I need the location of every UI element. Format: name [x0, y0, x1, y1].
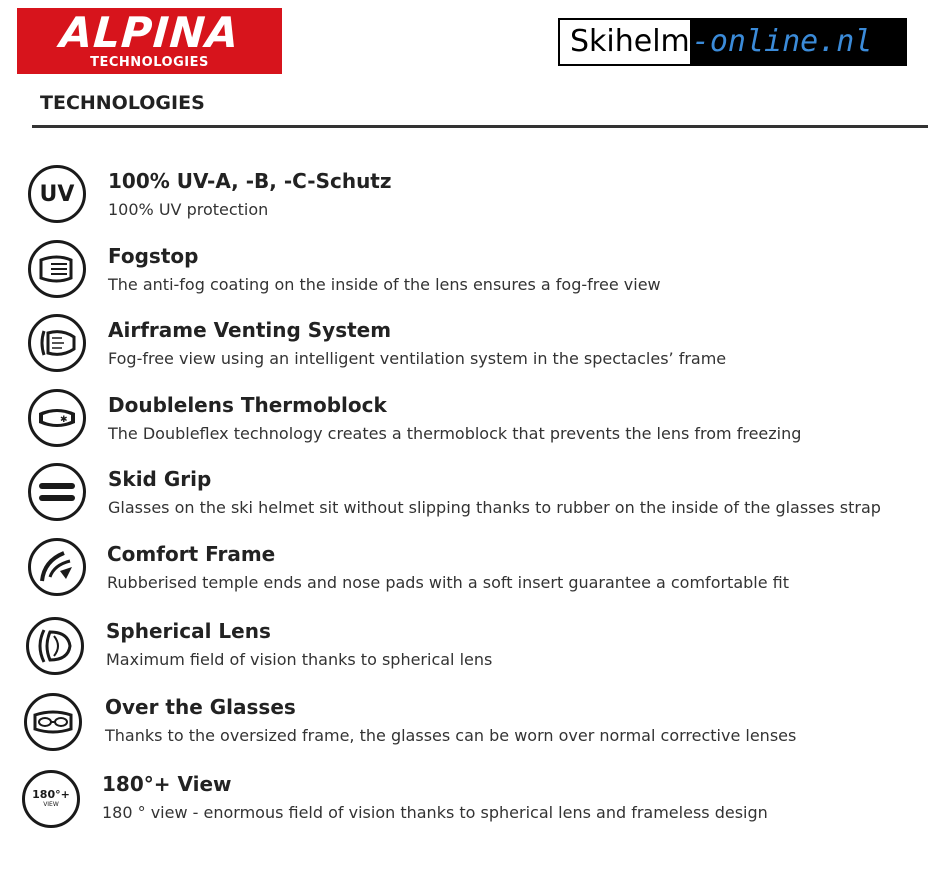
tech-desc: The anti-fog coating on the inside of the lens ensures a fog-free view [108, 275, 661, 294]
view-180-icon-text: 180°+ [32, 788, 70, 801]
tech-title: Comfort Frame [107, 542, 276, 566]
tech-desc: The Doubleflex technology creates a thermoblock that prevents the lens from freezing [108, 424, 802, 443]
tech-item [28, 389, 801, 447]
tech-item [28, 240, 661, 298]
tech-desc: Thanks to the oversized frame, the glasses can be worn over normal corrective lenses [105, 726, 797, 745]
tech-desc: Glasses on the ski helmet sit without slipping thanks to rubber on the inside of the glasses strap [108, 498, 881, 517]
tech-desc: Rubberised temple ends and nose pads with a soft insert guarantee a comfortable fit [107, 573, 790, 592]
divider [32, 125, 928, 128]
over-the-glasses-icon [24, 693, 82, 751]
alpina-brand-text: ALPINA [58, 7, 241, 57]
tech-title: Over the Glasses [105, 695, 296, 719]
view-180-icon-sub: VIEW [43, 801, 59, 808]
tech-item [28, 165, 392, 223]
fogstop-icon [28, 240, 86, 298]
tech-item [28, 314, 726, 372]
uv-icon-text: UV [39, 181, 75, 207]
tech-title: 100% UV-A, -B, -C-Schutz [108, 169, 392, 193]
alpina-logo [17, 8, 282, 74]
tech-title: Fogstop [108, 244, 199, 268]
tech-desc: 100% UV protection [108, 200, 269, 219]
airframe-venting-icon [28, 314, 86, 372]
doublelens-thermoblock-icon [28, 389, 86, 447]
svg-text:✱: ✱ [60, 415, 68, 425]
tech-desc: 180 ° view - enormous field of vision thanks to spherical lens and frameless design [102, 803, 768, 822]
tech-title: 180°+ View [102, 772, 232, 796]
tech-item [28, 538, 789, 596]
view-180-icon [22, 770, 80, 828]
tech-title: Airframe Venting System [108, 318, 392, 342]
tech-title: Spherical Lens [106, 619, 271, 643]
shop-logo-right: -online.nl [690, 20, 905, 64]
uv-icon [28, 165, 86, 223]
tech-item [24, 693, 796, 751]
spherical-lens-icon [26, 617, 84, 675]
skihelm-online-logo [558, 18, 907, 66]
tech-item [22, 770, 768, 828]
tech-desc: Maximum field of vision thanks to spherical lens [106, 650, 493, 669]
alpina-brand-sub: TECHNOLOGIES [90, 54, 209, 70]
tech-title: Skid Grip [108, 467, 212, 491]
skid-grip-icon [28, 463, 86, 521]
tech-item [26, 617, 492, 675]
shop-logo-left: Skihelm [560, 20, 690, 64]
tech-item [28, 463, 881, 521]
comfort-frame-icon [28, 538, 86, 596]
tech-desc: Fog-free view using an intelligent ventilation system in the spectacles’ frame [108, 349, 727, 368]
section-title: TECHNOLOGIES [40, 92, 205, 114]
tech-title: Doublelens Thermoblock [108, 393, 387, 417]
